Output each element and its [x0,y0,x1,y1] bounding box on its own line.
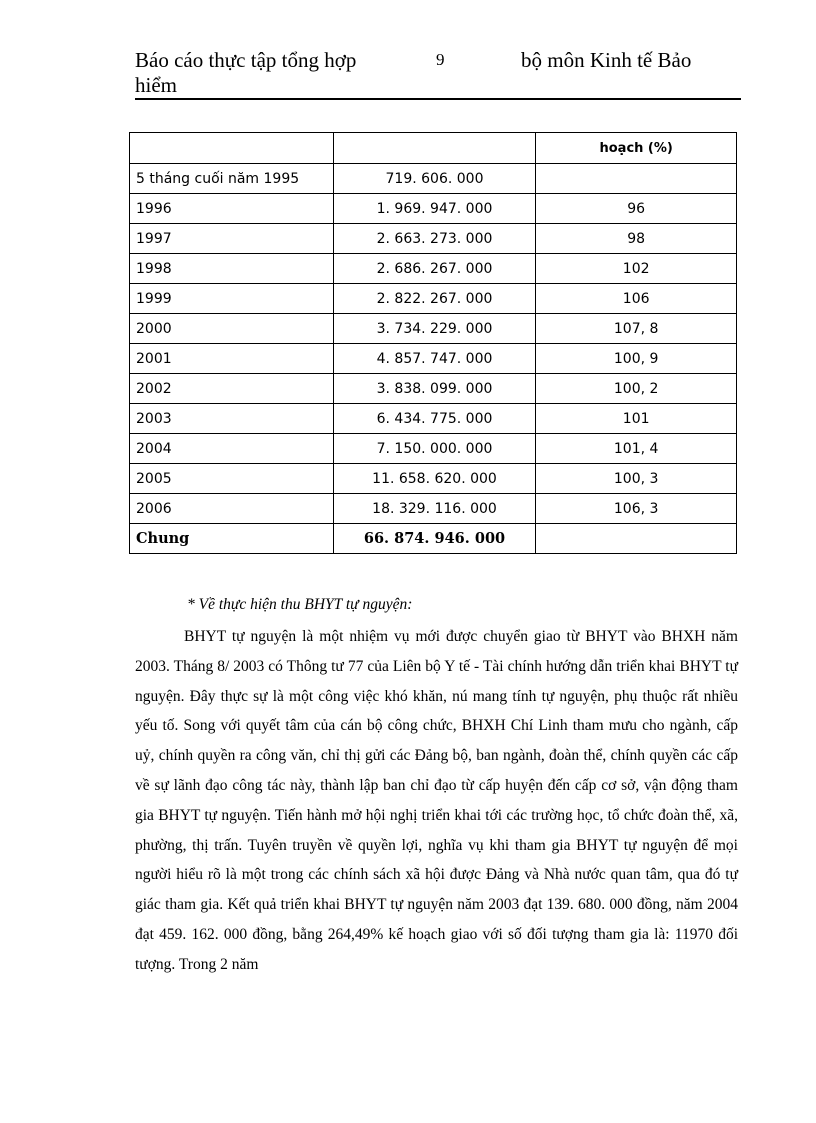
cell-amount: 719. 606. 000 [333,164,536,194]
page-number: 9 [436,50,445,69]
total-amount: 66. 874. 946. 000 [333,524,536,554]
table-row [130,254,737,284]
cell-amount: 11. 658. 620. 000 [333,464,536,494]
table-row [130,344,737,374]
cell-period: 5 tháng cuối năm 1995 [130,164,334,194]
header-cell-amount [333,133,536,164]
cell-amount: 3. 838. 099. 000 [333,374,536,404]
table-row [130,314,737,344]
cell-period: 2002 [130,374,334,404]
cell-amount: 6. 434. 775. 000 [333,404,536,434]
cell-amount: 2. 822. 267. 000 [333,284,536,314]
cell-amount: 2. 663. 273. 000 [333,224,536,254]
table-header-row [130,133,737,164]
cell-percent: 100, 2 [536,374,737,404]
cell-amount: 1. 969. 947. 000 [333,194,536,224]
cell-period: 2006 [130,494,334,524]
section-subheading: * Về thực hiện thu BHYT tự nguyện: [187,596,413,613]
header-right-title: bộ môn Kinh tế Bảo [521,48,692,72]
header-divider [135,98,741,100]
cell-period: 1998 [130,254,334,284]
cell-period: 2003 [130,404,334,434]
cell-percent: 106 [536,284,737,314]
cell-percent: 101, 4 [536,434,737,464]
cell-percent: 98 [536,224,737,254]
table-row [130,434,737,464]
header-cell-percent: hoạch (%) [536,133,737,164]
cell-percent: 106, 3 [536,494,737,524]
cell-percent: 100, 3 [536,464,737,494]
cell-percent: 96 [536,194,737,224]
cell-percent: 102 [536,254,737,284]
table-total-row [130,524,737,554]
table-row [130,284,737,314]
cell-period: 1996 [130,194,334,224]
cell-period: 2000 [130,314,334,344]
total-percent [536,524,737,554]
table-row [130,464,737,494]
cell-percent [536,164,737,194]
cell-amount: 7. 150. 000. 000 [333,434,536,464]
table-row [130,494,737,524]
cell-amount: 2. 686. 267. 000 [333,254,536,284]
header-cell-period [130,133,334,164]
cell-period: 2001 [130,344,334,374]
cell-period: 2004 [130,434,334,464]
table-row [130,194,737,224]
header-left-title: Báo cáo thực tập tổng hợp hiểm [135,48,357,97]
body-paragraph: BHYT tự nguyện là một nhiệm vụ mới được chuyển giao từ BHYT vào BHXH năm 2003. Tháng 8/ 2003 có Thông tư 77 của Liên bộ Y tế - Tài chính hướng dẫn triển khai BHYT tự nguyện. Đây thực sự là một công việc khó khăn, nú mang tính tự nguyện, phụ thuộc rất nhiều yếu tố. Song với quyết tâm của cán bộ công chức, BHXH Chí Linh tham mưu cho ngành, cấp uỷ, chính quyền ra công văn, chỉ thị gửi các Đảng bộ, ban ngành, đoàn thể, chính quyền các cấp về sự lãnh đạo công tác này, thành lập ban chỉ đạo từ cấp huyện đến cấp cơ sở, vận động tham gia BHYT tự nguyện. Tiến hành mở hội nghị triển khai tới các trường học, tổ chức đoàn thể, xã, phường, thị trấn. Tuyên truyền về quyền lợi, nghĩa vụ khi tham gia BHYT tự nguyện để mọi người hiểu rõ là một trong các chính sách xã hội được Đảng và Nhà nước quan tâm, qua đó tự giác tham gia. Kết quả triển khai BHYT tự nguyện năm 2003 đạt 139. 680. 000 đồng, năm 2004 đạt 459. 162. 000 đồng, bằng 264,49% kế hoạch giao với số đối tượng tham gia là: 11970 đối tượng. Trong 2 năm [135,628,738,973]
cell-amount: 4. 857. 747. 000 [333,344,536,374]
revenue-table [129,132,737,554]
table-row [130,224,737,254]
table-row [130,404,737,434]
cell-amount: 3. 734. 229. 000 [333,314,536,344]
body-section [135,592,738,980]
cell-percent: 107, 8 [536,314,737,344]
cell-period: 1999 [130,284,334,314]
cell-amount: 18. 329. 116. 000 [333,494,536,524]
total-label: Chung [130,524,334,554]
cell-percent: 100, 9 [536,344,737,374]
table-row [130,374,737,404]
cell-period: 2005 [130,464,334,494]
cell-percent: 101 [536,404,737,434]
table-row [130,164,737,194]
cell-period: 1997 [130,224,334,254]
